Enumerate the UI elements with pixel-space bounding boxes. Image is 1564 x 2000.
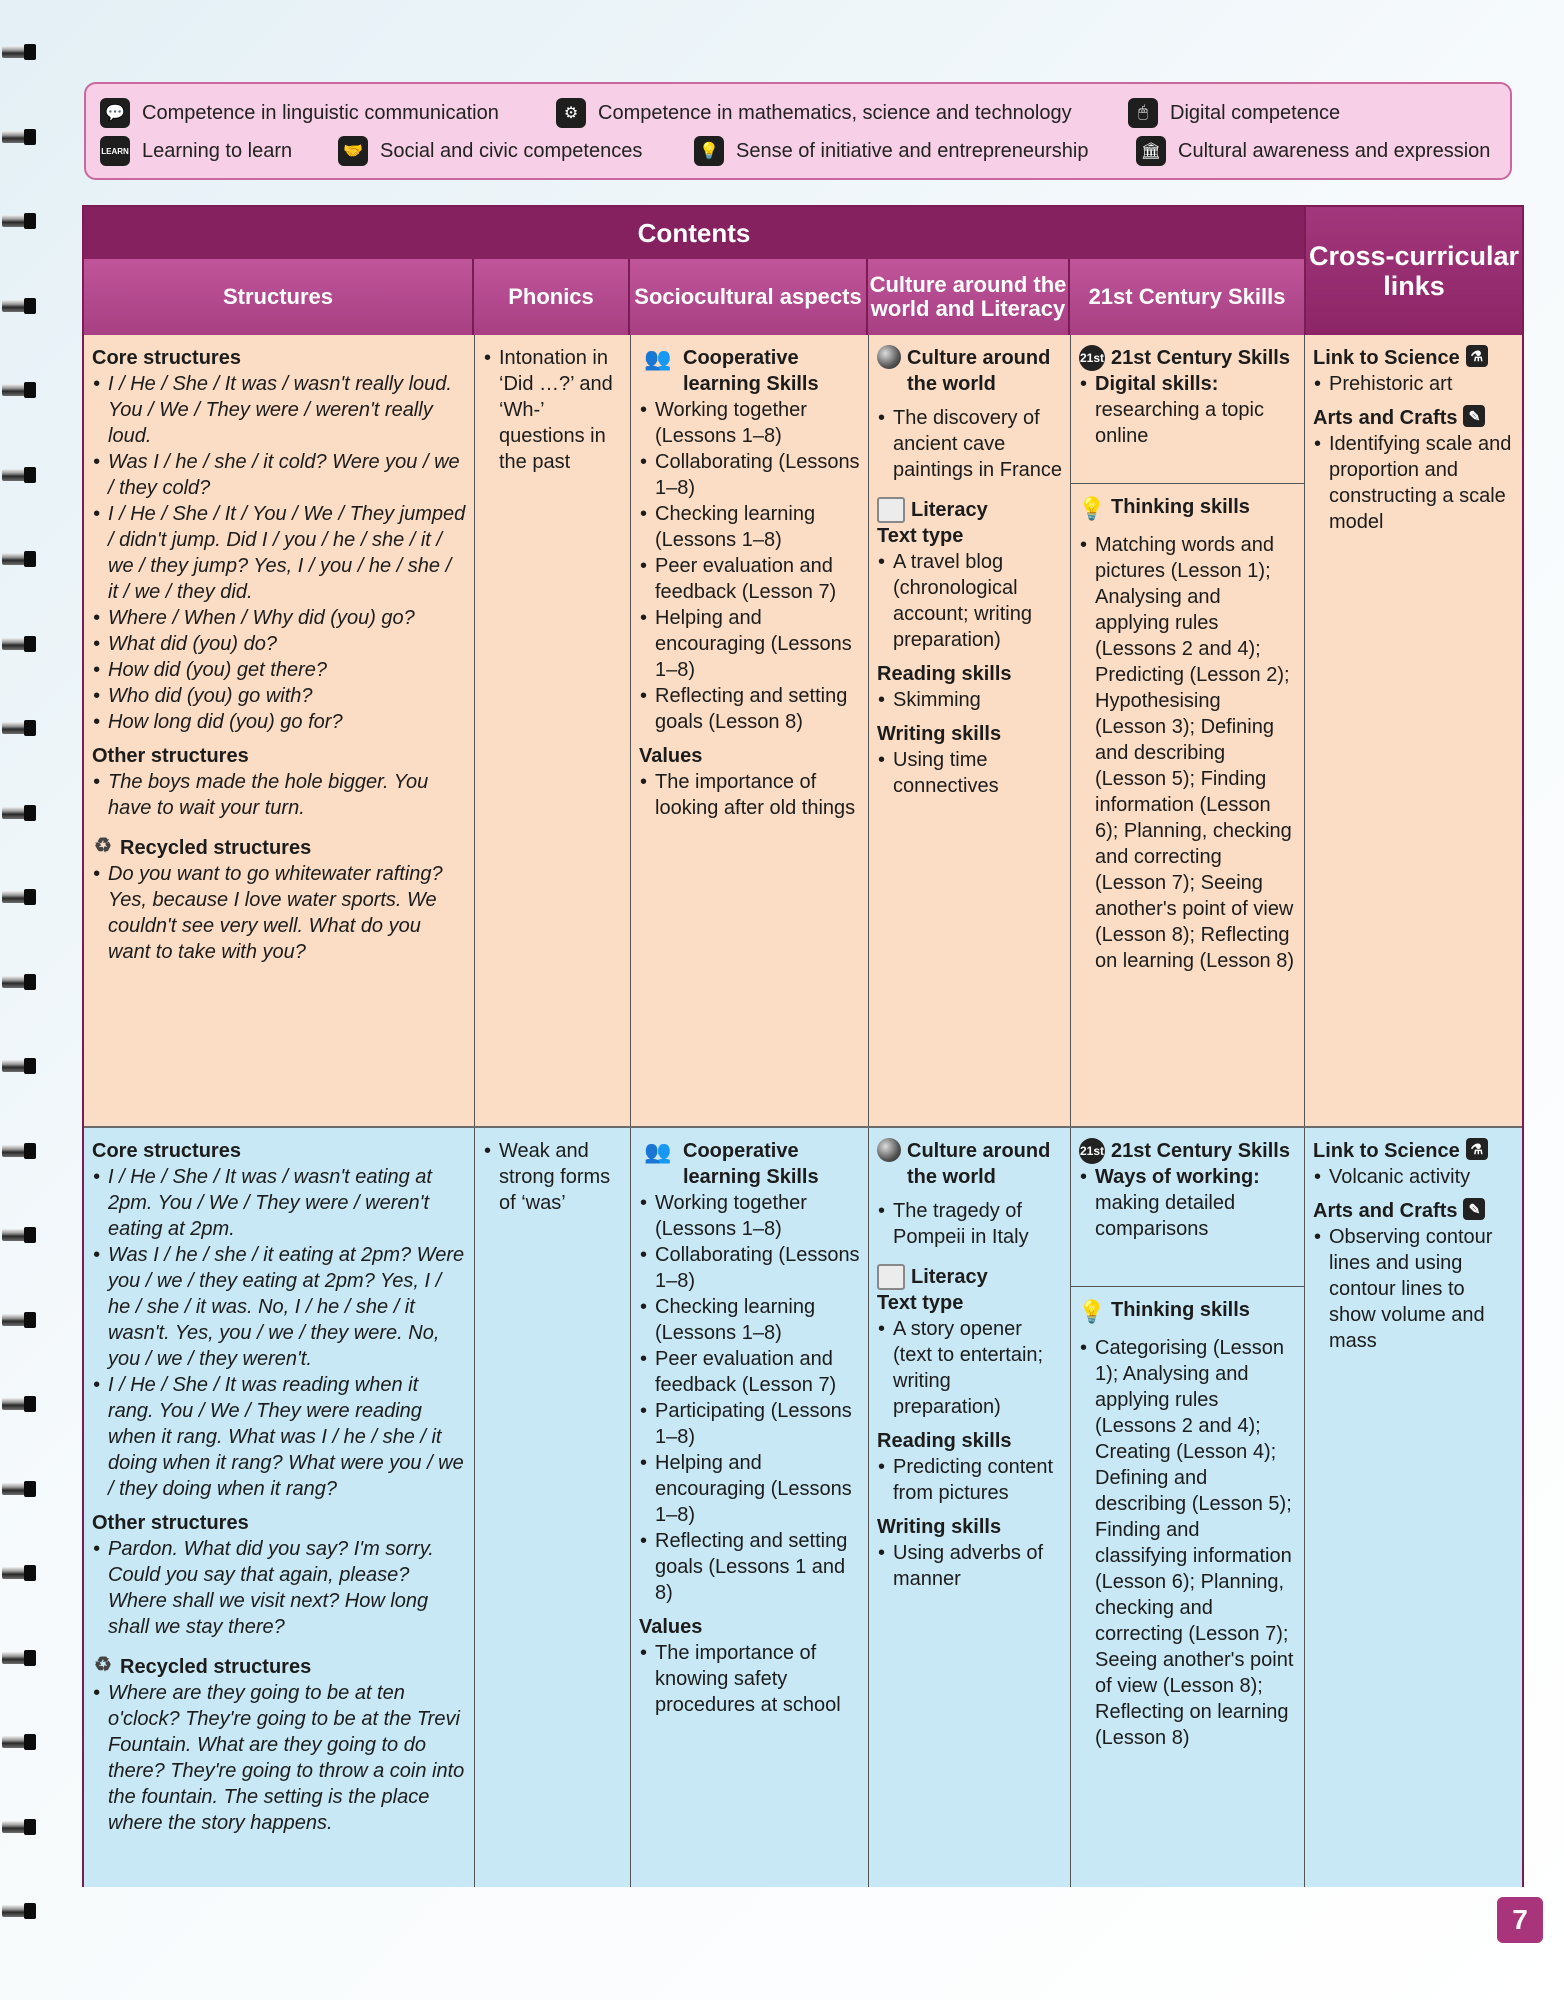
list-item: • Working together (Lessons 1–8) [639, 1190, 860, 1242]
reading-skills-list [877, 1454, 1062, 1506]
people-icon: 👥 [644, 1139, 672, 1164]
legend-item-linguistic: 💬 Competence in linguistic communication [100, 98, 499, 128]
lightbulb-icon: 💡 [1078, 496, 1106, 521]
text-type-title: Text type [877, 1292, 964, 1314]
spiral-ring [2, 1392, 36, 1418]
thinking-skills-heading: 💡 Thinking skills [1079, 1297, 1296, 1327]
literacy-heading: Literacy [877, 1264, 1062, 1290]
list-item: • Reflecting and setting goals (Lesson 8) [639, 683, 860, 735]
phonics-list [483, 345, 622, 475]
contents-table [82, 205, 1524, 1887]
spiral-ring [2, 801, 36, 827]
text-type-list [877, 549, 1062, 653]
thinking-skills-list [1079, 1335, 1296, 1751]
book-icon [877, 497, 905, 523]
legend-item-mathematics: ⚙ Competence in mathematics, science and technology [556, 98, 1072, 128]
writing-skills-list [877, 747, 1062, 799]
century-skills-heading: 21st 21st Century Skills [1079, 347, 1290, 369]
spiral-ring [2, 40, 36, 66]
21st-century-icon: 21st [1079, 345, 1105, 371]
lightbulb-icon: 💡 [694, 136, 724, 166]
list-item: • Peer evaluation and feedback (Lesson 7) [639, 1346, 860, 1398]
list-item: • Checking learning (Lessons 1–8) [639, 501, 860, 553]
arts-list [1313, 1224, 1514, 1354]
legend-item-digital: 🖱 Digital competence [1128, 98, 1340, 128]
thinking-skills-block [1071, 483, 1304, 974]
key-competences-legend [84, 82, 1512, 180]
unit-row [84, 335, 1522, 1126]
culture-heading: Culture around the world [877, 345, 1062, 397]
recycled-structures-heading: ♻ Recycled structures [92, 1654, 466, 1680]
spiral-binding [0, 40, 42, 1970]
list-item: • The discovery of ancient cave paintings in France [877, 405, 1062, 483]
list-item: • Digital skills: researching a topic online [1079, 371, 1296, 449]
spiral-ring [2, 1730, 36, 1756]
century-skills-list [1079, 371, 1296, 449]
spiral-ring [2, 1646, 36, 1672]
header-phonics: Phonics [472, 259, 628, 335]
spiral-ring [2, 209, 36, 235]
sociocultural-cell [630, 1128, 868, 1887]
gears-icon: ⚙ [556, 98, 586, 128]
phonics-cell [474, 335, 630, 1126]
list-item: • Where / When / Why did (you) go? [92, 605, 466, 631]
phonics-cell [474, 1128, 630, 1887]
flask-icon: ⚗ [1466, 1138, 1488, 1160]
century-cell [1070, 1128, 1304, 1887]
list-item: • A story opener (text to entertain; writing preparation) [877, 1316, 1062, 1420]
culture-cell [868, 1128, 1070, 1887]
list-item: • The tragedy of Pompeii in Italy [877, 1198, 1062, 1250]
people-icon: 👥 [644, 346, 672, 371]
contents-header: Contents [84, 207, 1304, 259]
spiral-ring [2, 1223, 36, 1249]
museum-icon: 🏛 [1136, 136, 1166, 166]
spiral-ring [2, 632, 36, 658]
century-cell [1070, 335, 1304, 1126]
list-item: • Do you want to go whitewater rafting? Yes, because I love water sports. We couldn't see very well. What do you want to take with you? [92, 861, 466, 965]
list-item: • What did (you) do? [92, 631, 466, 657]
spiral-ring [2, 1308, 36, 1334]
spiral-ring [2, 1899, 36, 1925]
list-item: • I / He / She / It was / wasn't eating at 2pm. You / We / They were / weren't eating at 2pm. [92, 1164, 466, 1242]
century-skills-block [1071, 335, 1304, 449]
other-structures-title: Other structures [92, 1512, 249, 1534]
spiral-ring [2, 294, 36, 320]
list-item: • Who did (you) go with? [92, 683, 466, 709]
mouse-icon: 🖱 [1128, 98, 1158, 128]
list-item: • Categorising (Lesson 1); Analysing and applying rules (Lessons 2 and 4); Creating (Lesson 4); Defining and describing (Lesson 5); Finding and classifying information (Lesson 6); Planning, checking and correcting (Lesson 7); Seeing another's point of view (Lesson 8); Reflecting on learning (Lesson 8) [1079, 1335, 1296, 1751]
spiral-ring [2, 1815, 36, 1841]
list-item: • Participating (Lessons 1–8) [639, 1398, 860, 1450]
text-type-list [877, 1316, 1062, 1420]
values-title: Values [639, 745, 703, 767]
culture-list [877, 405, 1062, 483]
unit-row [84, 1126, 1522, 1887]
21st-century-icon: 21st [1079, 1138, 1105, 1164]
list-item: • Using time connectives [877, 747, 1062, 799]
century-skills-block [1071, 1128, 1304, 1242]
header-21st-century: 21st Century Skills [1068, 259, 1304, 335]
other-structures-list [92, 769, 466, 821]
globe-icon [877, 345, 901, 369]
list-item: • Helping and encouraging (Lessons 1–8) [639, 1450, 860, 1528]
values-title: Values [639, 1616, 703, 1638]
arts-list [1313, 431, 1514, 535]
other-structures-title: Other structures [92, 745, 249, 767]
culture-list [877, 1198, 1062, 1250]
list-item: • The importance of looking after old things [639, 769, 860, 821]
values-list [639, 769, 860, 821]
list-item: • Predicting content from pictures [877, 1454, 1062, 1506]
flask-icon: ⚗ [1466, 345, 1488, 367]
science-list [1313, 371, 1514, 397]
spiral-ring [2, 1561, 36, 1587]
list-item: • Volcanic activity [1313, 1164, 1514, 1190]
list-item: • Checking learning (Lessons 1–8) [639, 1294, 860, 1346]
core-structures-title: Core structures [92, 347, 241, 369]
spiral-ring [2, 970, 36, 996]
century-skills-list [1079, 1164, 1296, 1242]
thinking-skills-list [1079, 532, 1296, 974]
structures-cell [84, 1128, 474, 1887]
core-structures-title: Core structures [92, 1140, 241, 1162]
header-cross-curricular: Cross-curricular links [1304, 207, 1522, 335]
spiral-ring [2, 1054, 36, 1080]
phonics-list [483, 1138, 622, 1216]
recycled-structures-heading: ♻ Recycled structures [92, 835, 466, 861]
learn-icon: LEARN [100, 136, 130, 166]
list-item: • Was I / he / she / it eating at 2pm? Were you / we / they eating at 2pm? Yes, I / he / she / it was. No, I / he / she / it wasn't. Yes, you / we / they were. No, you / we / they weren't. [92, 1242, 466, 1372]
recycled-structures-list [92, 1680, 466, 1836]
brush-icon: ✎ [1463, 405, 1485, 427]
sociocultural-cell [630, 335, 868, 1126]
legend-item-cultural: 🏛 Cultural awareness and expression [1136, 136, 1490, 166]
list-item: • Was I / he / she / it cold? Were you / we / they cold? [92, 449, 466, 501]
book-icon [877, 1264, 905, 1290]
list-item: • Weak and strong forms of ‘was’ [483, 1138, 622, 1216]
list-item: • Where are they going to be at ten o'clock? They're going to be at the Trevi Fountain. What are they going to do there? They're going to throw a coin into the fountain. The setting is the place where the story happens. [92, 1680, 466, 1836]
spiral-ring [2, 885, 36, 911]
spiral-ring [2, 547, 36, 573]
cross-curricular-cell [1304, 335, 1522, 1126]
literacy-heading: Literacy [877, 497, 1062, 523]
recycled-structures-list [92, 861, 466, 965]
spiral-ring [2, 463, 36, 489]
list-item: • The boys made the hole bigger. You have to wait your turn. [92, 769, 466, 821]
reading-skills-title: Reading skills [877, 1430, 1012, 1452]
list-item: • Intonation in ‘Did …?’ and ‘Wh-’ questions in the past [483, 345, 622, 475]
core-structures-list [92, 1164, 466, 1502]
list-item: • Collaborating (Lessons 1–8) [639, 1242, 860, 1294]
spiral-ring [2, 378, 36, 404]
text-type-title: Text type [877, 525, 964, 547]
century-skills-heading: 21st 21st Century Skills [1079, 1140, 1290, 1162]
reading-skills-title: Reading skills [877, 663, 1012, 685]
spiral-ring [2, 125, 36, 151]
header-culture: Culture around the world and Literacy [866, 259, 1068, 335]
thinking-skills-block [1071, 1286, 1304, 1751]
structures-cell [84, 335, 474, 1126]
recycle-icon: ♻ [94, 1654, 112, 1676]
list-item: • Reflecting and setting goals (Lessons 1 and 8) [639, 1528, 860, 1606]
header-sociocultural: Sociocultural aspects [628, 259, 866, 335]
header-structures: Structures [84, 259, 472, 335]
cooperative-heading: 👥 Cooperative learning Skills [639, 345, 860, 397]
legend-item-social: 🤝 Social and civic competences [338, 136, 642, 166]
list-item: • Helping and encouraging (Lessons 1–8) [639, 605, 860, 683]
arts-and-crafts-heading: Arts and Crafts ✎ [1313, 1198, 1514, 1224]
spiral-ring [2, 1477, 36, 1503]
page-number: 7 [1497, 1897, 1543, 1943]
legend-item-learning: LEARN Learning to learn [100, 136, 292, 166]
list-item: • Working together (Lessons 1–8) [639, 397, 860, 449]
brush-icon: ✎ [1463, 1198, 1485, 1220]
writing-skills-list [877, 1540, 1062, 1592]
spiral-ring [2, 1139, 36, 1165]
arts-and-crafts-heading: Arts and Crafts ✎ [1313, 405, 1514, 431]
cross-curricular-cell [1304, 1128, 1522, 1887]
list-item: • Collaborating (Lessons 1–8) [639, 449, 860, 501]
list-item: • Skimming [877, 687, 1062, 713]
culture-heading: Culture around the world [877, 1138, 1062, 1190]
list-item: • How did (you) get there? [92, 657, 466, 683]
list-item: • Prehistoric art [1313, 371, 1514, 397]
lightbulb-icon: 💡 [1078, 1299, 1106, 1324]
cooperative-heading: 👥 Cooperative learning Skills [639, 1138, 860, 1190]
thinking-skills-heading: 💡 Thinking skills [1079, 494, 1296, 524]
list-item: • Observing contour lines and using contour lines to show volume and mass [1313, 1224, 1514, 1354]
list-item: • I / He / She / It was reading when it rang. You / We / They were reading when it rang. What was I / he / she / it doing when it rang? What were you / we / they doing when it rang? [92, 1372, 466, 1502]
list-item: • How long did (you) go for? [92, 709, 466, 735]
list-item: • Using adverbs of manner [877, 1540, 1062, 1592]
values-list [639, 1640, 860, 1718]
recycle-icon: ♻ [94, 835, 112, 857]
list-item: • Ways of working: making detailed comparisons [1079, 1164, 1296, 1242]
list-item: • I / He / She / It / You / We / They jumped / didn't jump. Did I / you / he / she / it / we / they jump? Yes, I / you / he / she / it / we / they did. [92, 501, 466, 605]
list-item: • The importance of knowing safety procedures at school [639, 1640, 860, 1718]
science-list [1313, 1164, 1514, 1190]
writing-skills-title: Writing skills [877, 1516, 1002, 1538]
list-item: • Pardon. What did you say? I'm sorry. Could you say that again, please? Where shall we visit next? How long shall we stay there? [92, 1536, 466, 1640]
handshake-icon: 🤝 [338, 136, 368, 166]
link-to-science-heading: Link to Science ⚗ [1313, 345, 1514, 371]
writing-skills-title: Writing skills [877, 723, 1002, 745]
legend-item-initiative: 💡 Sense of initiative and entrepreneurship [694, 136, 1088, 166]
list-item: • Peer evaluation and feedback (Lesson 7) [639, 553, 860, 605]
core-structures-list [92, 371, 466, 735]
list-item: • Matching words and pictures (Lesson 1); Analysing and applying rules (Lessons 2 and 4); Predicting (Lesson 2); Hypothesising (Lesson 3); Defining and describing (Lesson 5); Finding information (Lesson 6); Planning, checking and correcting (Lesson 7); Seeing another's point of view (Lesson 8); Reflecting on learning (Lesson 8) [1079, 532, 1296, 974]
list-item: • I / He / She / It was / wasn't really loud. You / We / They were / weren't really loud. [92, 371, 466, 449]
culture-cell [868, 335, 1070, 1126]
reading-skills-list [877, 687, 1062, 713]
list-item: • Identifying scale and proportion and constructing a scale model [1313, 431, 1514, 535]
spiral-ring [2, 716, 36, 742]
other-structures-list [92, 1536, 466, 1640]
globe-icon [877, 1138, 901, 1162]
link-to-science-heading: Link to Science ⚗ [1313, 1138, 1514, 1164]
list-item: • A travel blog (chronological account; writing preparation) [877, 549, 1062, 653]
speech-bubble-icon: 💬 [100, 98, 130, 128]
cooperative-list [639, 1190, 860, 1606]
cooperative-list [639, 397, 860, 735]
